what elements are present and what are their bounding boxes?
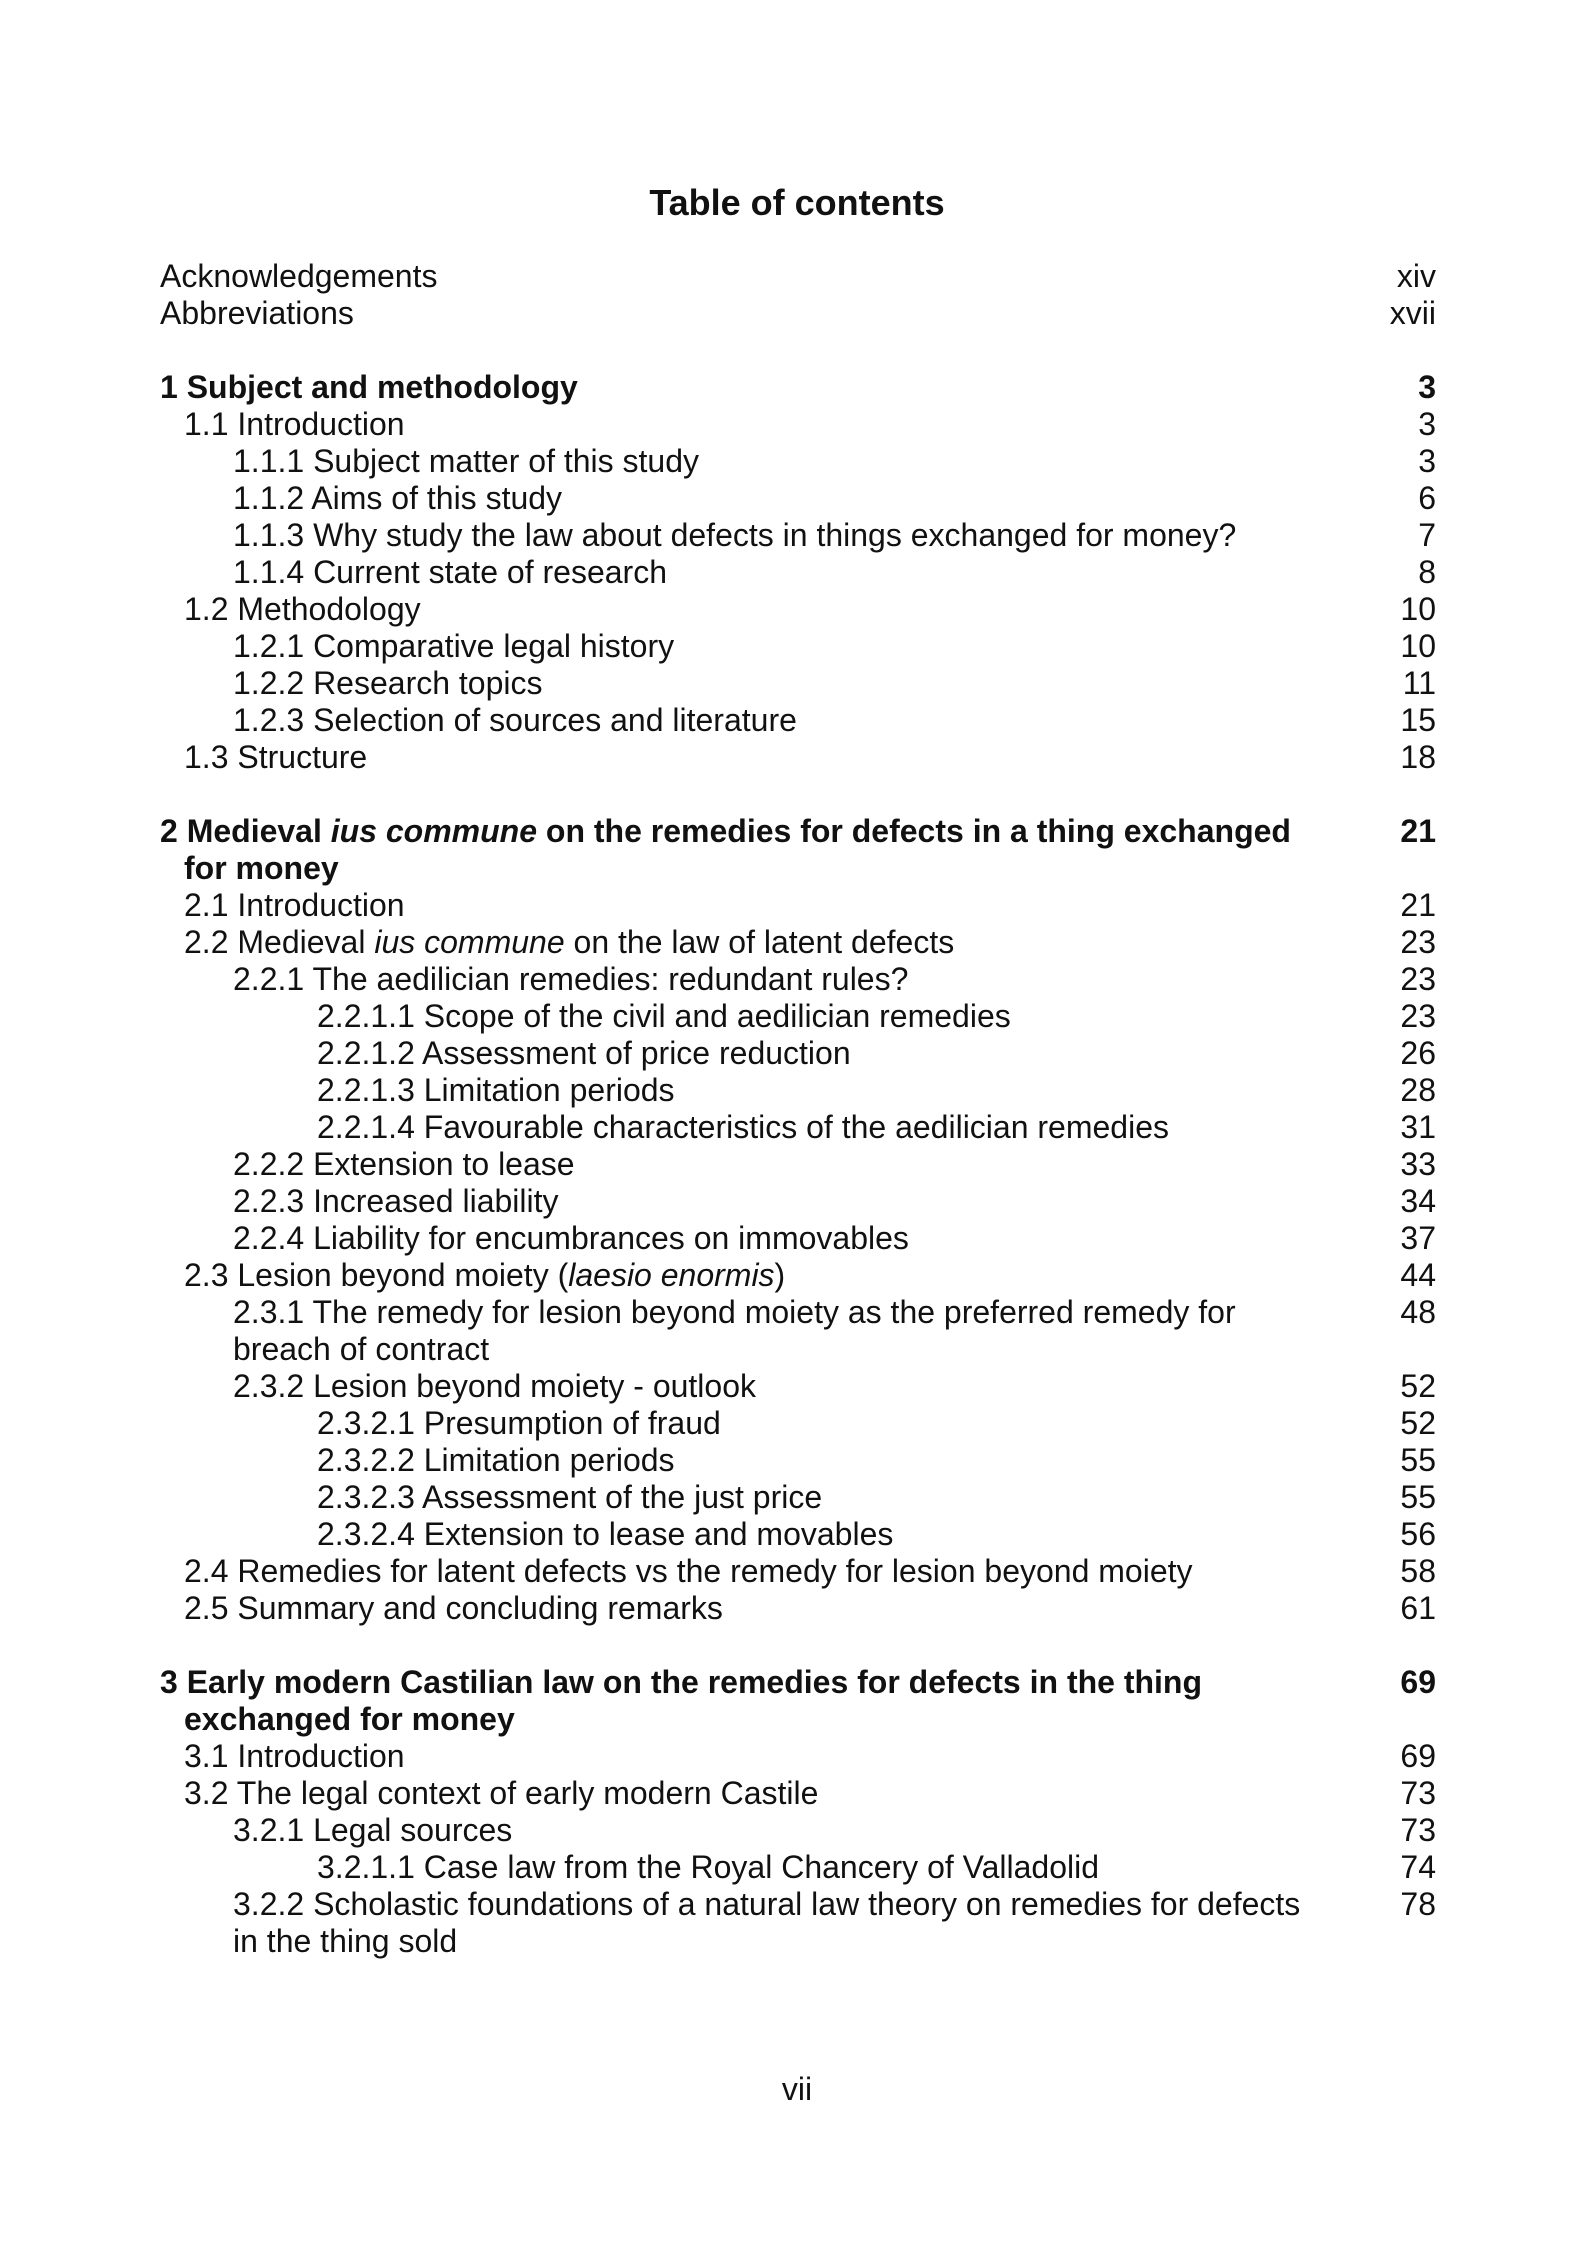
label-italic-text: ius commune: [374, 924, 565, 960]
toc-entry-page: 15: [1400, 702, 1436, 738]
toc-entry[interactable]: [160, 480, 1436, 517]
toc-entry-page: 26: [1400, 1035, 1436, 1071]
toc-entry-page: 69: [1400, 1664, 1436, 1700]
toc-entry-page: 23: [1400, 961, 1436, 997]
toc-entry-label: 1.3 Structure: [184, 739, 368, 775]
toc-entry-page: 8: [1418, 554, 1436, 590]
toc-entry-label: 3.2 The legal context of early modern Castile: [184, 1775, 819, 1811]
toc-entry-label: 1.1.4 Current state of research: [233, 554, 667, 590]
toc-entry-label: 3.2.2 Scholastic foundations of a natural law theory on remedies for defects in the thing sold: [233, 1886, 1301, 1959]
toc-entry[interactable]: [160, 1035, 1436, 1072]
toc-entry[interactable]: [160, 1072, 1436, 1109]
toc-entry-abbreviations[interactable]: [160, 295, 1436, 332]
toc-chapter-1[interactable]: [160, 369, 1436, 406]
toc-entry[interactable]: [160, 1886, 1436, 1960]
toc-entry-page: 31: [1400, 1109, 1436, 1145]
toc-entry-label: 3.1 Introduction: [184, 1738, 405, 1774]
toc-entry-label: 2.2.1.4 Favourable characteristics of the aedilician remedies: [317, 1109, 1169, 1145]
toc-entry[interactable]: [160, 1183, 1436, 1220]
toc-entry-page: 21: [1400, 813, 1436, 849]
toc-entry[interactable]: [160, 1220, 1436, 1257]
label-text: 2.2 Medieval: [184, 924, 375, 960]
toc-entry-page: 73: [1400, 1775, 1436, 1811]
toc-entry[interactable]: [160, 1738, 1436, 1775]
title-italic-text: ius commune: [330, 813, 538, 849]
toc-entry[interactable]: [160, 1590, 1436, 1627]
toc-entry-label: 1.2.1 Comparative legal history: [233, 628, 675, 664]
toc-entry[interactable]: [160, 1812, 1436, 1849]
toc-entry-page: 33: [1400, 1146, 1436, 1182]
toc-entry-label: 2.3.2.4 Extension to lease and movables: [317, 1516, 894, 1552]
toc-entry-label: 2.2.4 Liability for encumbrances on immovables: [233, 1220, 909, 1256]
toc-entry-page: 23: [1400, 924, 1436, 960]
toc-entry-page: 58: [1400, 1553, 1436, 1589]
toc-entry-page: xvii: [1389, 295, 1436, 331]
label-text: 2.3 Lesion beyond moiety (: [184, 1257, 569, 1293]
label-text: on the law of latent defects: [564, 924, 955, 960]
toc-entry-label: 2.3.2 Lesion beyond moiety - outlook: [233, 1368, 756, 1404]
toc-entry-label: 2.3.2.3 Assessment of the just price: [317, 1479, 823, 1515]
toc-entry-page: 3: [1418, 369, 1436, 405]
toc-entry-page: 78: [1400, 1886, 1436, 1922]
toc-entry-page: 73: [1400, 1812, 1436, 1848]
toc-entry-page: 10: [1400, 591, 1436, 627]
toc-entry-label: [160, 924, 1436, 961]
toc-entry[interactable]: [160, 1479, 1436, 1516]
toc-chapter-title: 1 Subject and methodology: [160, 369, 578, 405]
toc-entry-label: [160, 1257, 1436, 1294]
toc-entry-label: Abbreviations: [160, 295, 354, 331]
label-text: ): [774, 1257, 786, 1293]
toc-entry-label: 2.2.3 Increased liability: [233, 1183, 559, 1219]
spacer: [160, 776, 1436, 813]
toc-entry[interactable]: [160, 702, 1436, 739]
toc-entry-page: 3: [1418, 443, 1436, 479]
toc-chapter-2[interactable]: [160, 813, 1436, 887]
toc-entry-label: 2.2.1.1 Scope of the civil and aedilician remedies: [317, 998, 1011, 1034]
toc-entry-page: 21: [1400, 887, 1436, 923]
title-text: on the remedies for defects in a thing exchanged for money: [184, 813, 1291, 886]
spacer: [160, 332, 1436, 369]
table-of-contents: [160, 258, 1436, 1960]
toc-entry-page: 61: [1400, 1590, 1436, 1626]
toc-entry-page: 28: [1400, 1072, 1436, 1108]
toc-entry-label: 1.2 Methodology: [184, 591, 421, 627]
toc-entry-label: 1.2.3 Selection of sources and literature: [233, 702, 797, 738]
toc-entry[interactable]: [160, 1405, 1436, 1442]
toc-entry[interactable]: [160, 998, 1436, 1035]
toc-entry[interactable]: [160, 1849, 1436, 1886]
toc-entry-page: 55: [1400, 1479, 1436, 1515]
page-title: Table of contents: [649, 182, 945, 224]
toc-entry-label: 3.2.1 Legal sources: [233, 1812, 513, 1848]
toc-entry-label: 2.3.2.2 Limitation periods: [317, 1442, 675, 1478]
toc-entry[interactable]: [160, 1109, 1436, 1146]
toc-entry[interactable]: [160, 1516, 1436, 1553]
toc-entry-label: 2.5 Summary and concluding remarks: [184, 1590, 723, 1626]
toc-entry-page: 18: [1400, 739, 1436, 775]
spacer: [160, 1627, 1436, 1664]
toc-chapter-3[interactable]: [160, 1664, 1436, 1738]
toc-entry-page: 37: [1400, 1220, 1436, 1256]
toc-entry[interactable]: [160, 554, 1436, 591]
toc-entry-label: 1.1.1 Subject matter of this study: [233, 443, 700, 479]
toc-entry-label: 2.4 Remedies for latent defects vs the remedy for lesion beyond moiety: [184, 1553, 1193, 1589]
page-number: vii: [781, 2071, 813, 2107]
toc-entry-label: 1.1 Introduction: [184, 406, 405, 442]
toc-entry[interactable]: [160, 517, 1436, 554]
toc-entry-label: 2.2.2 Extension to lease: [233, 1146, 575, 1182]
toc-entry-acknowledgements[interactable]: [160, 258, 1436, 295]
toc-entry[interactable]: [160, 887, 1436, 924]
toc-entry-page: 55: [1400, 1442, 1436, 1478]
toc-entry-page: 48: [1400, 1294, 1436, 1330]
toc-entry[interactable]: [160, 406, 1436, 443]
toc-entry[interactable]: [160, 1257, 1436, 1294]
toc-entry-page: 10: [1400, 628, 1436, 664]
toc-entry-label: 2.3.2.1 Presumption of fraud: [317, 1405, 721, 1441]
toc-entry[interactable]: [160, 1775, 1436, 1812]
toc-entry-label: 3.2.1.1 Case law from the Royal Chancery of Valladolid: [317, 1849, 1100, 1885]
label-italic-text: laesio enormis: [568, 1257, 775, 1293]
toc-entry[interactable]: [160, 1368, 1436, 1405]
toc-entry-page: 52: [1400, 1405, 1436, 1441]
toc-entry-page: 56: [1400, 1516, 1436, 1552]
toc-entry[interactable]: [160, 591, 1436, 628]
toc-entry-page: 23: [1400, 998, 1436, 1034]
toc-entry[interactable]: [160, 1294, 1436, 1368]
toc-entry-label: 1.2.2 Research topics: [233, 665, 543, 701]
toc-chapter-title: [160, 813, 1436, 887]
toc-entry[interactable]: [160, 665, 1436, 702]
toc-entry[interactable]: [160, 443, 1436, 480]
toc-entry-page: 7: [1418, 517, 1436, 553]
toc-entry-label: 2.3.1 The remedy for lesion beyond moiety as the preferred remedy for breach of contract: [233, 1294, 1236, 1367]
toc-entry-page: xiv: [1396, 258, 1436, 294]
toc-entry-page: 11: [1402, 665, 1436, 701]
toc-entry[interactable]: [160, 1553, 1436, 1590]
toc-entry-page: 52: [1400, 1368, 1436, 1404]
toc-entry-page: 69: [1400, 1738, 1436, 1774]
toc-entry-page: 74: [1400, 1849, 1436, 1885]
title-text: 2 Medieval: [160, 813, 331, 849]
toc-entry-label: 2.2.1 The aedilician remedies: redundant rules?: [233, 961, 909, 997]
toc-entry-page: 34: [1400, 1183, 1436, 1219]
toc-entry[interactable]: [160, 924, 1436, 961]
toc-entry-page: 44: [1400, 1257, 1436, 1293]
toc-chapter-title: 3 Early modern Castilian law on the remedies for defects in the thing exchanged for money: [160, 1664, 1203, 1737]
toc-entry[interactable]: [160, 1442, 1436, 1479]
toc-entry[interactable]: [160, 739, 1436, 776]
toc-entry-label: 1.1.2 Aims of this study: [233, 480, 563, 516]
toc-entry-page: 3: [1418, 406, 1436, 442]
toc-entry-page: 6: [1418, 480, 1436, 516]
toc-entry-label: 2.2.1.2 Assessment of price reduction: [317, 1035, 851, 1071]
toc-entry-label: 2.2.1.3 Limitation periods: [317, 1072, 675, 1108]
toc-entry-label: Acknowledgements: [160, 258, 438, 294]
toc-entry-label: 2.1 Introduction: [184, 887, 405, 923]
toc-entry[interactable]: [160, 961, 1436, 998]
toc-entry[interactable]: [160, 628, 1436, 665]
toc-entry-label: 1.1.3 Why study the law about defects in things exchanged for money?: [233, 517, 1237, 553]
toc-entry[interactable]: [160, 1146, 1436, 1183]
